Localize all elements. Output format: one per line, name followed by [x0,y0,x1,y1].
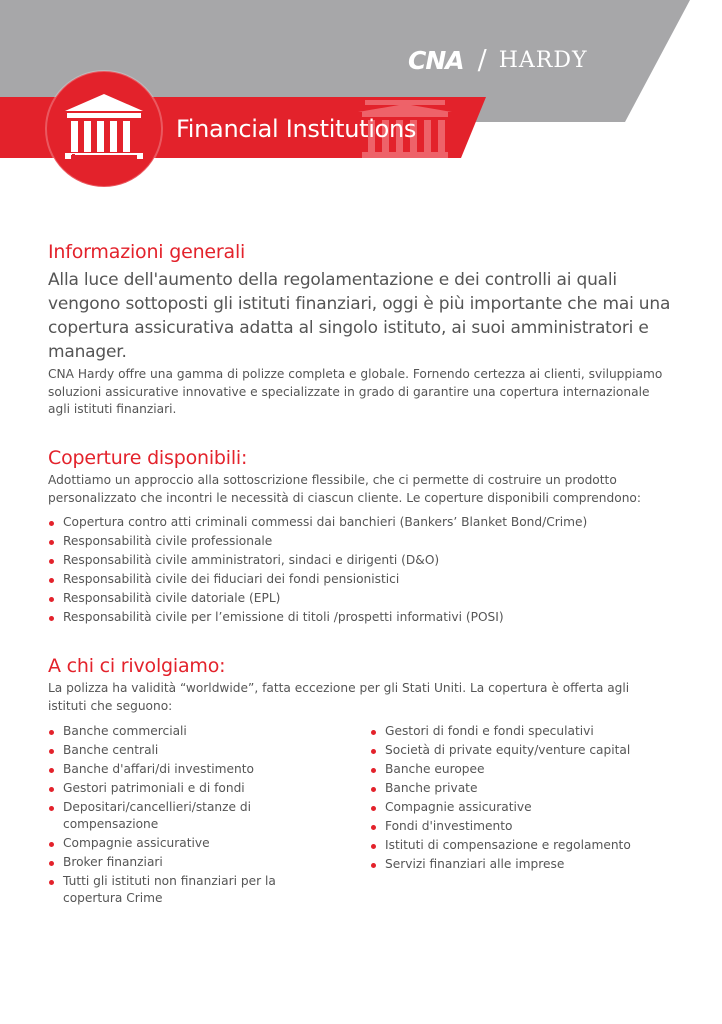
audience-list-right [370,723,670,875]
coverage-list-item: Responsabilità civile per l’emissione di titoli /prospetti informativi (POSI) [48,608,678,627]
audience-list-item: Depositari/cancellieri/stanze di compensazione [48,799,318,833]
page-title: Financial Institutions [176,115,417,143]
audience-intro-paragraph: La polizza ha validità “worldwide”, fatta eccezione per gli Stati Uniti. La copertura è offerta agli istituti che seguono: [48,681,630,713]
general-lead-paragraph: Alla luce dell'aumento della regolamentazione e dei controlli ai quali vengono sottoposti gli istituti finanziari, oggi è più importante che mai una copertura assicurativa adatta al singolo istituto, ai suoi amministratori e manager. [48,270,671,362]
audience-list-item: Servizi finanziari alle imprese [370,856,670,873]
audience-list-item: Gestori di fondi e fondi speculativi [370,723,670,740]
audience-list-item: Tutti gli istituti non finanziari per la copertura Crime [48,873,318,907]
audience-list-item: Compagnie assicurative [370,799,670,816]
audience-list-item: Banche europee [370,761,670,778]
audience-list-item: Banche centrali [48,742,318,759]
coverage-list-item: Responsabilità civile datoriale (EPL) [48,589,678,608]
audience-list-item: Compagnie assicurative [48,835,318,852]
logo-separator: / [477,44,487,76]
section-heading-audience: A chi ci rivolgiamo: [48,655,226,677]
general-body-paragraph: CNA Hardy offre una gamma di polizze completa e globale. Fornendo certezza ai clienti, sviluppiamo soluzioni assicurative innovative e specializzate in grado di garantire una copertura internazionale agli istituti finanziari. [48,367,663,416]
audience-list-item: Società di private equity/venture capital [370,742,670,759]
logo-cna: CNA [408,45,464,75]
coverage-list-item: Responsabilità civile amministratori, sindaci e dirigenti (D&O) [48,551,678,570]
section-heading-general: Informazioni generali [48,241,246,263]
coverage-list-item: Responsabilità civile professionale [48,532,678,551]
audience-list-item: Istituti di compensazione e regolamento [370,837,670,854]
audience-list-item: Broker finanziari [48,854,318,871]
section-heading-coverage: Coperture disponibili: [48,447,248,469]
audience-list-item: Banche d'affari/di investimento [48,761,318,778]
logo-hardy: HARDY [498,47,588,73]
audience-list-item: Fondi d'investimento [370,818,670,835]
coverage-list-item: Responsabilità civile dei fiduciari dei fondi pensionistici [48,570,678,589]
audience-list-item: Banche private [370,780,670,797]
audience-list-item: Gestori patrimoniali e di fondi [48,780,318,797]
header-banner [0,0,722,200]
coverage-intro-paragraph: Adottiamo un approccio alla sottoscrizione flessibile, che ci permette di costruire un prodotto personalizzato che incontri le necessità di ciascun cliente. Le coperture disponibili comprendono: [48,473,641,505]
coverage-list-item: Copertura contro atti criminali commessi dai banchieri (Bankers’ Blanket Bond/Crime) [48,513,678,532]
audience-list-item: Banche commerciali [48,723,318,740]
audience-list-left [48,723,318,909]
coverage-list [48,513,678,627]
cna-hardy-logo [408,44,588,76]
